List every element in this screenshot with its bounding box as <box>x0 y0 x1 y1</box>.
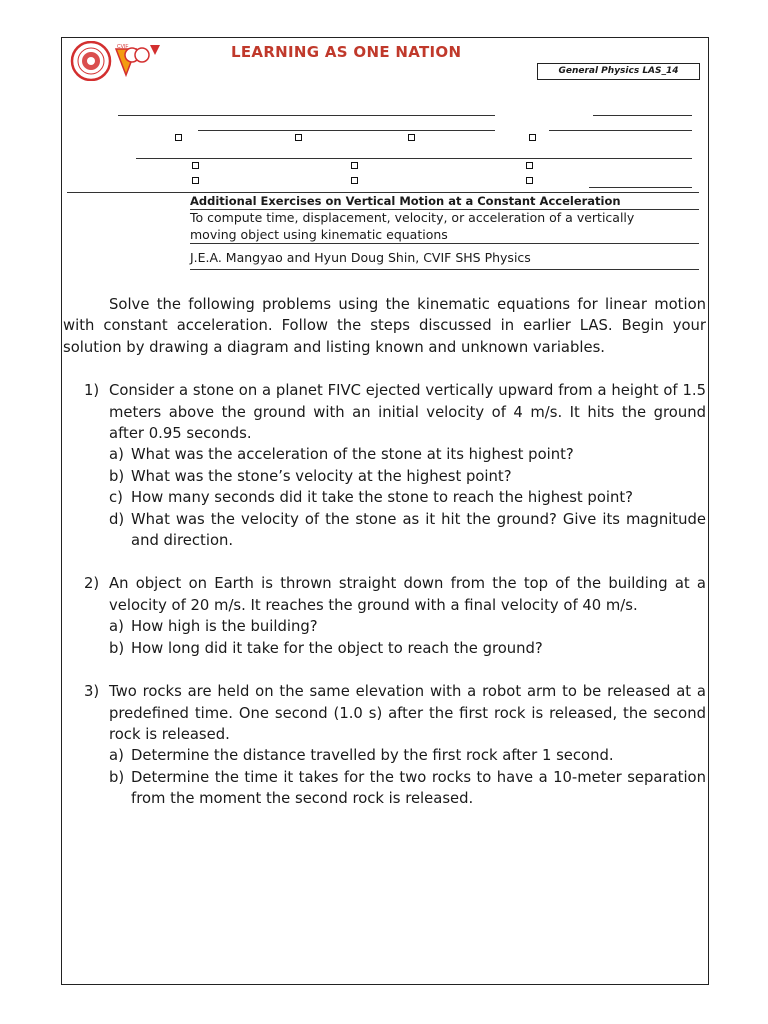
checkbox[interactable] <box>175 134 182 141</box>
header-divider <box>67 192 699 193</box>
signature-line <box>589 187 692 188</box>
problem-part: d) What was the velocity of the stone as it hit the ground? Give its magnitude and direction. <box>109 510 706 550</box>
checkbox[interactable] <box>526 162 533 169</box>
checkbox[interactable] <box>351 162 358 169</box>
learning-objective: To compute time, displacement, velocity, or acceleration of a vertically moving object using kinematic equations <box>190 210 635 242</box>
problem-number: 1) <box>84 382 100 400</box>
problem-part: a) What was the acceleration of the stone at its highest point? <box>109 446 574 464</box>
school-seal-logo <box>70 41 162 81</box>
problem-part: b) What was the stone’s velocity at the highest point? <box>109 467 512 485</box>
objective-underline <box>190 243 699 244</box>
problem-text: Consider a stone on a planet FIVC ejected vertically upward from a height of 1.5 meters above the ground with an initial velocity of 4 m/s. It hits the ground after 0.95 seconds. <box>109 382 706 443</box>
svg-text:CVIF: CVIF <box>117 44 129 50</box>
checkbox[interactable] <box>192 177 199 184</box>
authors: J.E.A. Mangyao and Hyun Doug Shin, CVIF SHS Physics <box>190 250 531 265</box>
problem-1 <box>63 380 706 551</box>
checkbox[interactable] <box>529 134 536 141</box>
authors-underline <box>190 269 699 270</box>
date-line <box>593 115 692 116</box>
las-code-box: General Physics LAS_14 <box>537 63 700 80</box>
checkbox[interactable] <box>295 134 302 141</box>
problem-3 <box>63 681 706 809</box>
topic-title: Additional Exercises on Vertical Motion at a Constant Acceleration <box>190 194 621 208</box>
score-line <box>549 130 692 131</box>
problem-text: An object on Earth is thrown straight down from the top of the building at a velocity of 20 m/s. It reaches the ground with a final velocity of 40 m/s. <box>109 575 706 614</box>
school-line <box>136 158 692 159</box>
content <box>63 294 706 810</box>
checkbox[interactable] <box>351 177 358 184</box>
problem-text: Two rocks are held on the same elevation with a robot arm to be released at a predefined time. One second (1.0 s) after the first rock is released, the second rock is released. <box>109 683 706 743</box>
logo-group <box>70 41 162 81</box>
problem-part: c) How many seconds did it take the stone to reach the highest point? <box>109 489 634 507</box>
checkbox[interactable] <box>408 134 415 141</box>
page-title: LEARNING AS ONE NATION <box>231 43 462 61</box>
problem-part: b) Determine the time it takes for the two rocks to have a 10-meter separation from the moment the second rock is released. <box>109 768 706 808</box>
problem-number: 2) <box>84 575 100 593</box>
name-line <box>118 115 495 116</box>
section-line <box>198 130 495 131</box>
problem-part: a) How high is the building? <box>109 618 318 636</box>
problem-part: b) How long did it take for the object to reach the ground? <box>109 639 543 657</box>
problem-part: a) Determine the distance travelled by the first rock after 1 second. <box>109 747 614 765</box>
checkbox[interactable] <box>526 177 533 184</box>
problem-number: 3) <box>84 683 100 701</box>
checkbox[interactable] <box>192 162 199 169</box>
problem-2 <box>63 573 706 659</box>
instructions: Solve the following problems using the kinematic equations for linear motion with constant acceleration. Follow the steps discussed in earlier LAS. Begin your solution by drawing a diagram and listing known and unknown variables. <box>63 296 706 356</box>
